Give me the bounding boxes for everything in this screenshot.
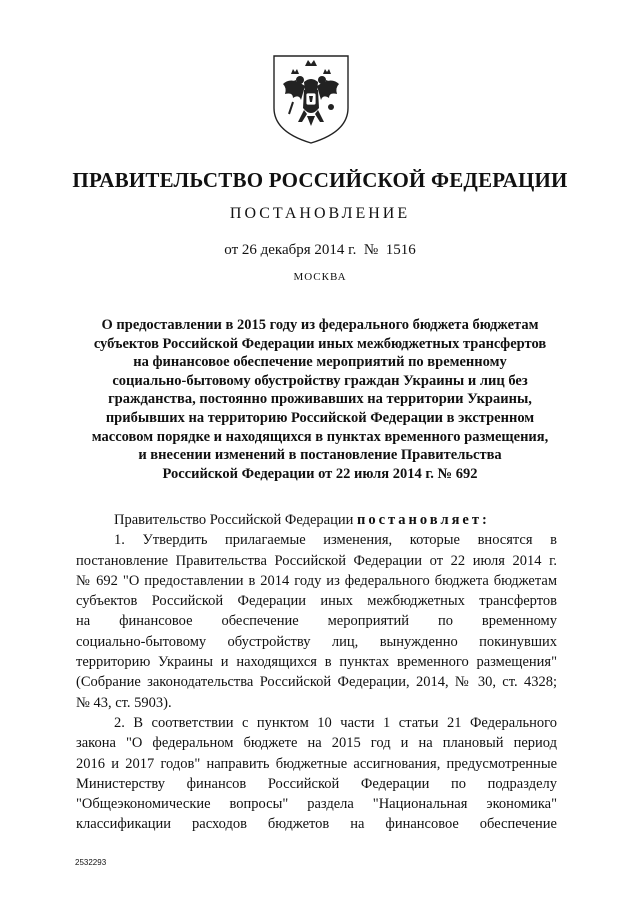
government-title: ПРАВИТЕЛЬСТВО РОССИЙСКОЙ ФЕДЕРАЦИИ	[72, 168, 568, 192]
subject-line: субъектов Российской Федерации иных межбюджетных трансфертов	[93, 335, 547, 352]
body-line: 1. Утвердить прилагаемые изменения, которые вносятся в	[114, 532, 557, 549]
body-line: № 43, ст. 5903).	[76, 694, 172, 711]
body-line: (Собрание законодательства Российской Федерации, 2014, № 30, ст. 4328;	[76, 674, 557, 691]
document-subject	[70, 316, 570, 483]
document-date: от 26 декабря 2014 г.	[224, 242, 357, 258]
body-line: "Общеэкономические вопросы" раздела "Национальная экономика"	[76, 796, 557, 813]
body-line: Министерству финансов Российской Федерации по подразделу	[76, 775, 557, 792]
document-type: ПОСТАНОВЛЕНИЕ	[229, 205, 411, 222]
body-line: на финансовое обеспечение мероприятий по временному	[76, 613, 557, 630]
body-line: постановление Правительства Российской Федерации от 22 июля 2014 г.	[76, 552, 557, 569]
barcode-number: 2532293	[75, 858, 107, 867]
body-line: № 692 "О предоставлении в 2014 году из федерального бюджета бюджетам	[76, 572, 557, 589]
subject-line: прибывших на территорию Российской Федерации в экстренном	[105, 409, 535, 426]
double-headed-eagle-icon	[271, 52, 351, 146]
intro-text: Правительство Российской Федерации	[114, 512, 357, 528]
coat-of-arms-emblem	[271, 52, 351, 146]
body-line: субъектов Российской Федерации иных межбюджетных трансфертов	[76, 593, 557, 610]
subject-line: массовом порядке и находящихся в пунктах временного размещения,	[91, 428, 549, 445]
body-line: классификации расходов бюджетов на финансовое обеспечение	[76, 816, 557, 833]
body-line: закона "О федеральном бюджете на 2015 год и на плановый период	[76, 735, 557, 752]
body-line: территорию Украины и находящихся в пунктах временного размещения"	[76, 654, 557, 671]
subject-line: Российской Федерации от 22 июля 2014 г. № 692	[162, 465, 478, 482]
body-line: социально-бытовому обустройству лиц, вынужденно покинувших	[76, 633, 557, 650]
body-line: 2016 и 2017 годов" направить бюджетные ассигнования, предусмотренные	[76, 755, 557, 772]
document-number: 1516	[385, 242, 416, 258]
number-sign: №	[363, 242, 379, 258]
subject-line: и внесении изменений в постановление Правительства	[138, 447, 502, 464]
city-name: МОСКВА	[293, 271, 347, 283]
subject-line: гражданства, постоянно проживавших на территории Украины,	[108, 391, 532, 408]
subject-line: социально-бытовому обустройству граждан Украины и лиц без	[112, 372, 528, 389]
document-body	[76, 510, 557, 835]
subject-line: на финансовое обеспечение мероприятий по временному	[133, 354, 507, 371]
document-date-number	[0, 242, 640, 259]
body-line: 2. В соответствии с пунктом 10 части 1 статьи 21 Федерального	[114, 714, 557, 731]
body-intro	[76, 510, 557, 530]
subject-line: О предоставлении в 2015 году из федерального бюджета бюджетам	[101, 317, 539, 333]
decree-verb: постановляет:	[356, 512, 490, 528]
